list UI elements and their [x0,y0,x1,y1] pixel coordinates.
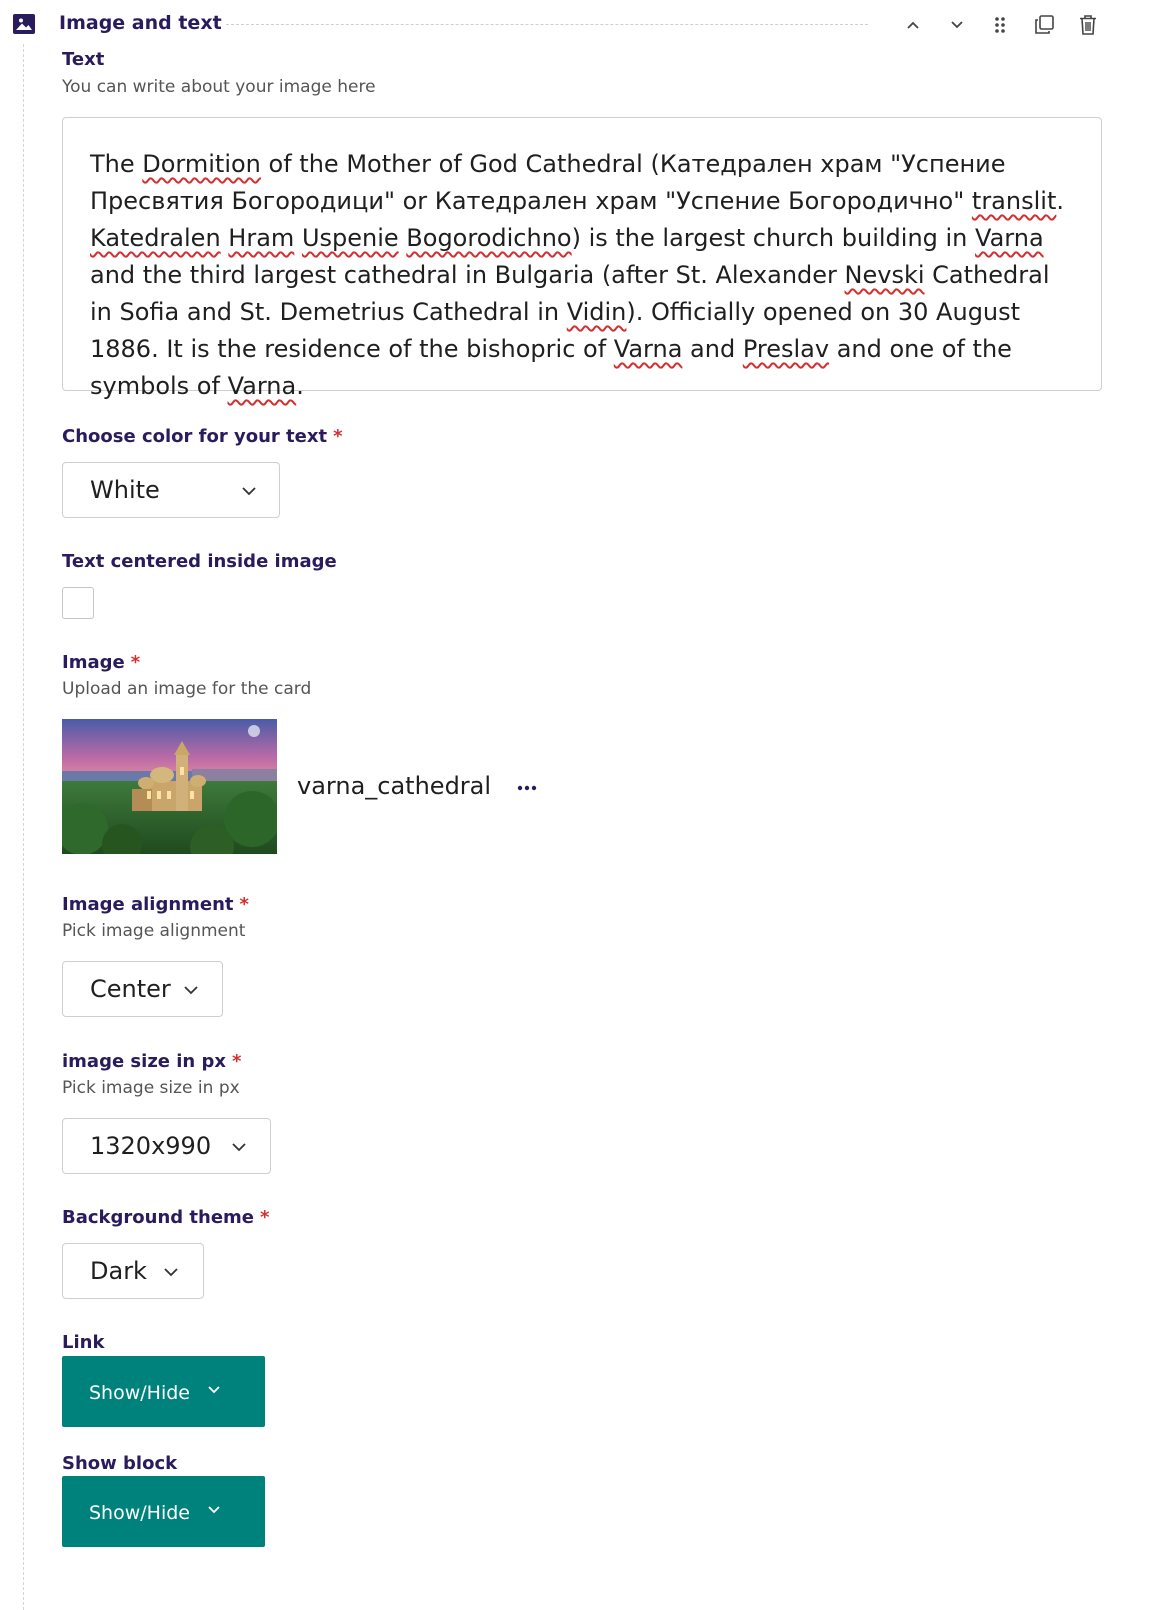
misspelled-word: Vidin [566,298,627,326]
chevron-up-icon [906,20,920,30]
image-thumbnail[interactable] [62,719,277,854]
link-label: Link [62,1332,105,1353]
block-guide-line [23,44,24,1610]
text-segment: ). Officially opened on 30 August 1886. It is the residence of the bishopric of [90,298,1021,363]
image-more-button[interactable] [512,774,542,802]
chevron-down-icon [229,1137,249,1157]
text-color-select[interactable] [62,462,280,518]
required-mark: * [239,894,249,915]
text-segment: ) is the largest church building in [571,224,976,252]
text-segment: and [682,335,743,363]
misspelled-word: translit [971,187,1057,215]
chevron-down-icon [239,481,259,501]
misspelled-word: Bogorodichno [406,224,572,252]
duplicate-button[interactable] [1031,12,1057,38]
copy-icon [1033,14,1055,36]
image-size-label-text: image size in px [62,1051,227,1072]
text-segment: and the third largest cathedral in Bulgaria (after St. Alexander [90,261,845,289]
text-field-hint: You can write about your image here [62,77,376,97]
image-filename: varna_cathedral [297,772,492,800]
text-centered-checkbox[interactable] [62,587,94,619]
misspelled-word: Varna [975,224,1044,252]
move-up-button[interactable] [900,12,926,38]
image-hint: Upload an image for the card [62,679,312,699]
chevron-down-icon [207,1505,221,1515]
block-header [0,0,1152,50]
image-alignment-label [62,894,249,915]
misspelled-word: Varna [227,372,297,400]
text-segment: of the Mother of God Cathedral (Катедрален храм "Успение Пресвятия Богородици" or Катедрален храм "Успение Богородично" [90,150,1006,215]
text-color-value: White [90,476,160,504]
image-alignment-label-text: Image alignment [62,894,234,915]
chevron-down-icon [161,1262,181,1282]
link-button-label: Show/Hide [89,1382,190,1404]
show-block-button-label: Show/Hide [89,1502,190,1524]
text-area[interactable] [62,117,1102,400]
misspelled-word: Nevski [844,261,925,289]
text-segment: and one of the symbols of [90,335,1012,400]
trash-icon [1078,14,1098,36]
background-theme-value: Dark [90,1257,147,1285]
text-centered-label: Text centered inside image [62,551,337,572]
image-label [62,652,140,673]
drag-handle[interactable] [987,12,1013,38]
header-divider [226,24,868,25]
image-label-text: Image [62,652,125,673]
misspelled-word: Preslav [742,335,830,363]
drag-dots-icon [994,16,1006,34]
background-theme-select[interactable] [62,1243,204,1299]
misspelled-word: Uspenie [301,224,399,252]
image-alignment-select[interactable] [62,961,223,1017]
chevron-down-icon [181,980,201,1000]
misspelled-word: Katedralen [90,224,221,252]
text-segment [294,224,302,252]
text-color-label-text: Choose color for your text [62,426,328,447]
text-field-label: Text [62,49,105,70]
text-segment: The [90,150,143,178]
background-theme-label [62,1207,269,1228]
link-show-hide-button[interactable] [62,1356,265,1427]
required-mark: * [333,426,343,447]
cathedral-photo [62,719,277,854]
misspelled-word: Varna [613,335,683,363]
image-size-hint: Pick image size in px [62,1078,240,1098]
text-segment: . [296,372,304,400]
image-size-select[interactable] [62,1118,271,1174]
delete-button[interactable] [1075,12,1101,38]
image-size-value: 1320x990 [90,1132,212,1160]
required-mark: * [260,1207,270,1228]
background-theme-label-text: Background theme [62,1207,255,1228]
show-block-label: Show block [62,1453,178,1474]
required-mark: * [130,652,141,673]
chevron-down-icon [950,20,964,30]
text-segment: . [1056,187,1064,215]
image-alignment-hint: Pick image alignment [62,921,246,941]
block-title: Image and text [59,12,222,34]
text-color-label [62,426,343,447]
show-block-show-hide-button[interactable] [62,1476,265,1547]
chevron-down-icon [207,1385,221,1395]
image-alignment-value: Center [90,975,171,1003]
image-icon [13,14,35,34]
more-horizontal-icon [517,785,537,791]
text-segment: Cathedral in Sofia and St. Demetrius Cathedral in [90,261,1050,326]
required-mark: * [232,1051,242,1072]
move-down-button[interactable] [944,12,970,38]
image-size-label [62,1051,241,1072]
misspelled-word: Dormition [142,150,261,178]
misspelled-word: Hram [228,224,295,252]
